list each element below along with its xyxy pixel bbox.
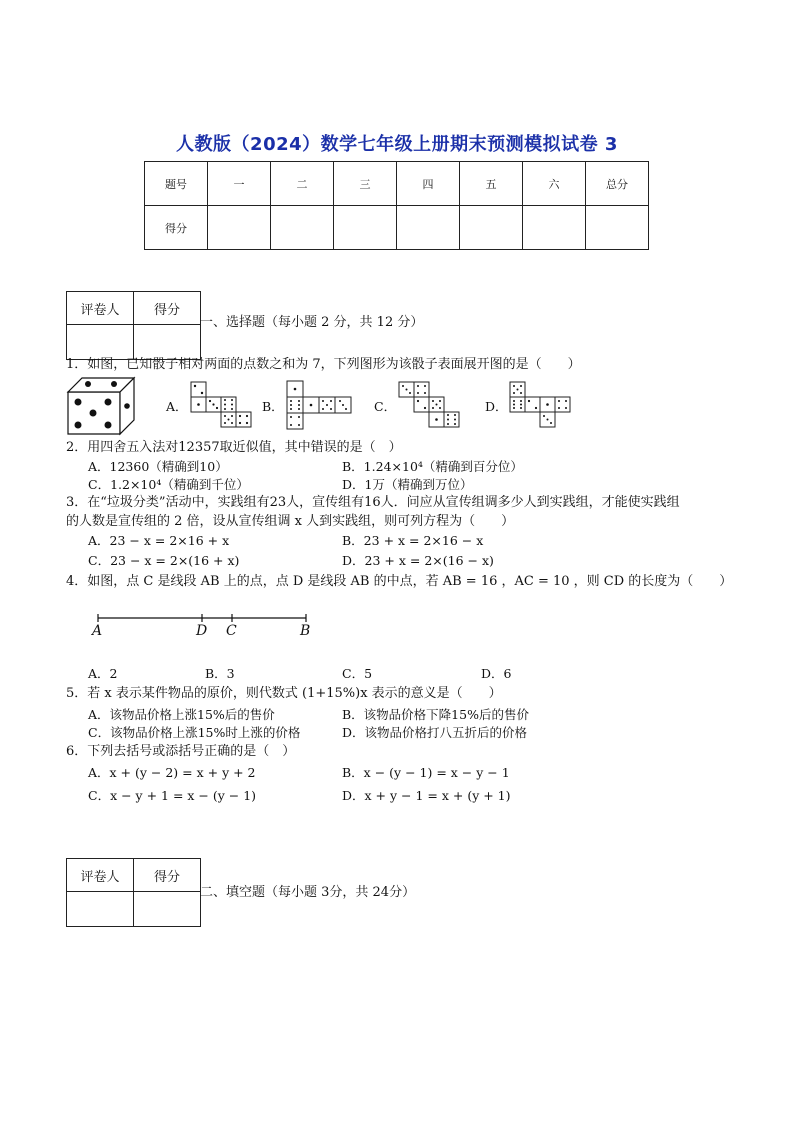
score-header-cell: 题号 <box>145 162 208 206</box>
grader-label: 评卷人 <box>67 292 134 325</box>
grader-box-1 <box>66 291 201 360</box>
net-a-figure <box>190 381 252 429</box>
q4-option-d: D．6 <box>481 666 512 681</box>
q6-stem: 6．下列去括号或添括号正确的是（ ） <box>66 744 296 759</box>
q1-option-d: D． <box>485 399 508 414</box>
q5-option-c: C．该物品价格上涨15%时上涨的价格 <box>88 725 301 740</box>
net-c-figure <box>398 381 462 429</box>
score-header-cell: 总分 <box>586 162 649 206</box>
score-table <box>144 161 649 250</box>
score-header-cell: 三 <box>334 162 397 206</box>
q1-option-c: C． <box>374 399 397 414</box>
q5-option-a: A．该物品价格上涨15%后的售价 <box>88 707 275 722</box>
q2-stem: 2．用四舍五入法对12357取近似值，其中错误的是（ ） <box>66 440 402 455</box>
q4-option-c: C．5 <box>342 666 373 681</box>
net-b-figure <box>285 380 357 430</box>
point-a-label: A <box>92 623 103 639</box>
q6-option-b: B．x − (y − 1) = x − y − 1 <box>342 765 510 780</box>
section-2-heading: 二、填空题（每小题 3分，共 24分） <box>200 885 416 900</box>
q2-option-c: C．1.2×10⁴（精确到千位） <box>88 477 249 492</box>
score-cell <box>208 206 271 250</box>
score-header-cell: 五 <box>460 162 523 206</box>
grader-cell <box>134 892 201 927</box>
page-title: 人教版（2024）数学七年级上册期末预测模拟试卷 3 <box>176 134 618 155</box>
grader-score-label: 得分 <box>134 859 201 892</box>
q6-option-d: D．x + y − 1 = x + (y + 1) <box>342 788 511 803</box>
score-cell <box>586 206 649 250</box>
score-row-label: 得分 <box>145 206 208 250</box>
q1-option-b: B． <box>262 399 284 414</box>
score-cell <box>460 206 523 250</box>
q3-option-b: B．23 + x = 2×16 − x <box>342 533 484 548</box>
grader-cell <box>67 325 134 360</box>
net-d-figure <box>509 381 573 429</box>
section-1-heading: 一、选择题（每小题 2 分，共 12 分） <box>200 315 424 330</box>
q3-stem-line2: 的人数是宣传组的 2 倍，设从宣传组调 x 人到实践组，则可列方程为（ ） <box>66 514 515 529</box>
q3-option-d: D．23 + x = 2×(16 − x) <box>342 553 494 568</box>
q2-option-d: D．1万（精确到万位） <box>342 477 473 492</box>
grader-box-2 <box>66 858 201 927</box>
score-header-cell: 六 <box>523 162 586 206</box>
score-cell <box>397 206 460 250</box>
q4-option-b: B．3 <box>205 666 235 681</box>
q3-option-c: C．23 − x = 2×(16 + x) <box>88 553 240 568</box>
score-header-cell: 二 <box>271 162 334 206</box>
point-d-label: D <box>196 623 208 639</box>
grader-label: 评卷人 <box>67 859 134 892</box>
q5-option-b: B．该物品价格下降15%后的售价 <box>342 707 529 722</box>
dice-figure <box>64 374 138 438</box>
score-cell <box>523 206 586 250</box>
q4-stem: 4．如图，点 C 是线段 AB 上的点，点 D 是线段 AB 的中点，若 AB = 16 ，AC = 10 ，则 CD 的长度为（ ） <box>66 574 733 589</box>
score-header-cell: 四 <box>397 162 460 206</box>
q3-option-a: A．23 − x = 2×16 + x <box>88 533 230 548</box>
q1-stem: 1．如图，已知骰子相对两面的点数之和为 7，下列图形为该骰子表面展开图的是（ ） <box>66 357 581 372</box>
q6-option-c: C．x − y + 1 = x − (y − 1) <box>88 788 257 803</box>
point-b-label: B <box>300 623 311 639</box>
grader-cell <box>67 892 134 927</box>
grader-cell <box>134 325 201 360</box>
q6-option-a: A．x + (y − 2) = x + y + 2 <box>88 765 256 780</box>
point-c-label: C <box>226 623 237 639</box>
q4-option-a: A．2 <box>88 666 118 681</box>
score-cell <box>334 206 397 250</box>
q3-stem-line1: 3．在“垃圾分类”活动中，实践组有23人，宣传组有16人．问应从宣传组调多少人到实践组，才能使实践组 <box>66 495 680 510</box>
q1-option-a: A． <box>166 399 188 414</box>
q2-option-b: B．1.24×10⁴（精确到百分位） <box>342 459 523 474</box>
score-value-row <box>145 206 649 250</box>
score-header-cell: 一 <box>208 162 271 206</box>
q2-option-a: A．12360（精确到10） <box>88 459 228 474</box>
grader-score-label: 得分 <box>134 292 201 325</box>
score-cell <box>271 206 334 250</box>
q5-stem: 5．若 x 表示某件物品的原价，则代数式 (1+15%)x 表示的意义是（ ） <box>66 686 502 701</box>
score-header-row <box>145 162 649 206</box>
q5-option-d: D．该物品价格打八五折后的价格 <box>342 725 528 740</box>
